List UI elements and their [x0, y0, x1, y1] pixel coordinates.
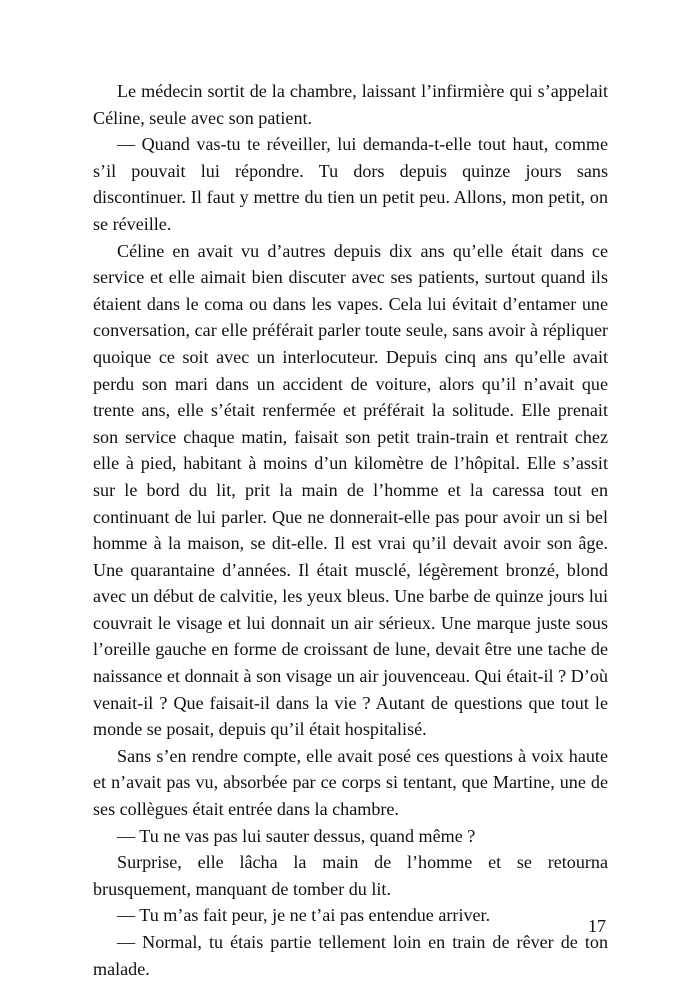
paragraph: — Normal, tu étais partie tellement loin en train de rêver de ton malade.: [93, 932, 608, 979]
page-number: 17: [588, 916, 606, 936]
paragraph: Sans s’en rendre compte, elle avait posé ces questions à voix haute et n’avait pas vu, absorbée par ce corps si tentant, que Martine, une de ses collègues était entrée dans la chambre.: [93, 745, 608, 820]
paragraph: Le médecin sortit de la chambre, laissant l’infirmière qui s’appelait Céline, seule avec son patient.: [93, 81, 608, 128]
paragraph: — Quand vas-tu te réveiller, lui demanda-t-elle tout haut, comme s’il pouvait lui répondre. Tu dors depuis quinze jours sans discontinuer. Il faut y mettre du tien un petit peu. Allons, mon petit, on se réveille.: [93, 134, 608, 234]
paragraph: Céline en avait vu d’autres depuis dix ans qu’elle était dans ce service et elle aimait bien discuter avec ses patients, surtout quand ils étaient dans le coma ou dans les vapes. Cela lui évitait d’entamer une conversation, car elle préférait parler toute seule, sans avoir à répliquer quoique ce soit avec un interlocuteur. Depuis cinq ans qu’elle avait perdu son mari dans un accident de voiture, alors qu’il n’avait que trente ans, elle s’était renfermée et préférait la solitude. Elle prenait son service chaque matin, faisait son petit train-train et rentrait chez elle à pied, habitant à moins d’un kilomètre de l’hôpital. Elle s’assit sur le bord du lit, prit la main de l’homme et la caressa tout en continuant de lui parler. Que ne donnerait-elle pas pour avoir un si bel homme à la maison, se dit-elle. Il est vrai qu’il devait avoir son âge. Une quarantaine d’années. Il était musclé, légèrement bronzé, blond avec un début de calvitie, les yeux bleus. Une barbe de quinze jours lui couvrait le visage et lui donnait un air sérieux. Une marque juste sous l’oreille gauche en forme de croissant de lune, devait être une tache de naissance et donnait à son visage un air jouvenceau. Qui était-il ? D’où venait-il ? Que faisait-il dans la vie ? Autant de questions que tout le monde se posait, depuis qu’il était hospitalisé.: [93, 240, 608, 740]
paragraph: — Tu m’as fait peur, je ne t’ai pas entendue arriver.: [117, 905, 491, 926]
paragraph: Surprise, elle lâcha la main de l’homme et se retourna brusquement, manquant de tomber du lit.: [93, 852, 608, 899]
paragraph: — Tu ne vas pas lui sauter dessus, quand même ?: [117, 825, 476, 846]
body-text: [93, 78, 608, 982]
